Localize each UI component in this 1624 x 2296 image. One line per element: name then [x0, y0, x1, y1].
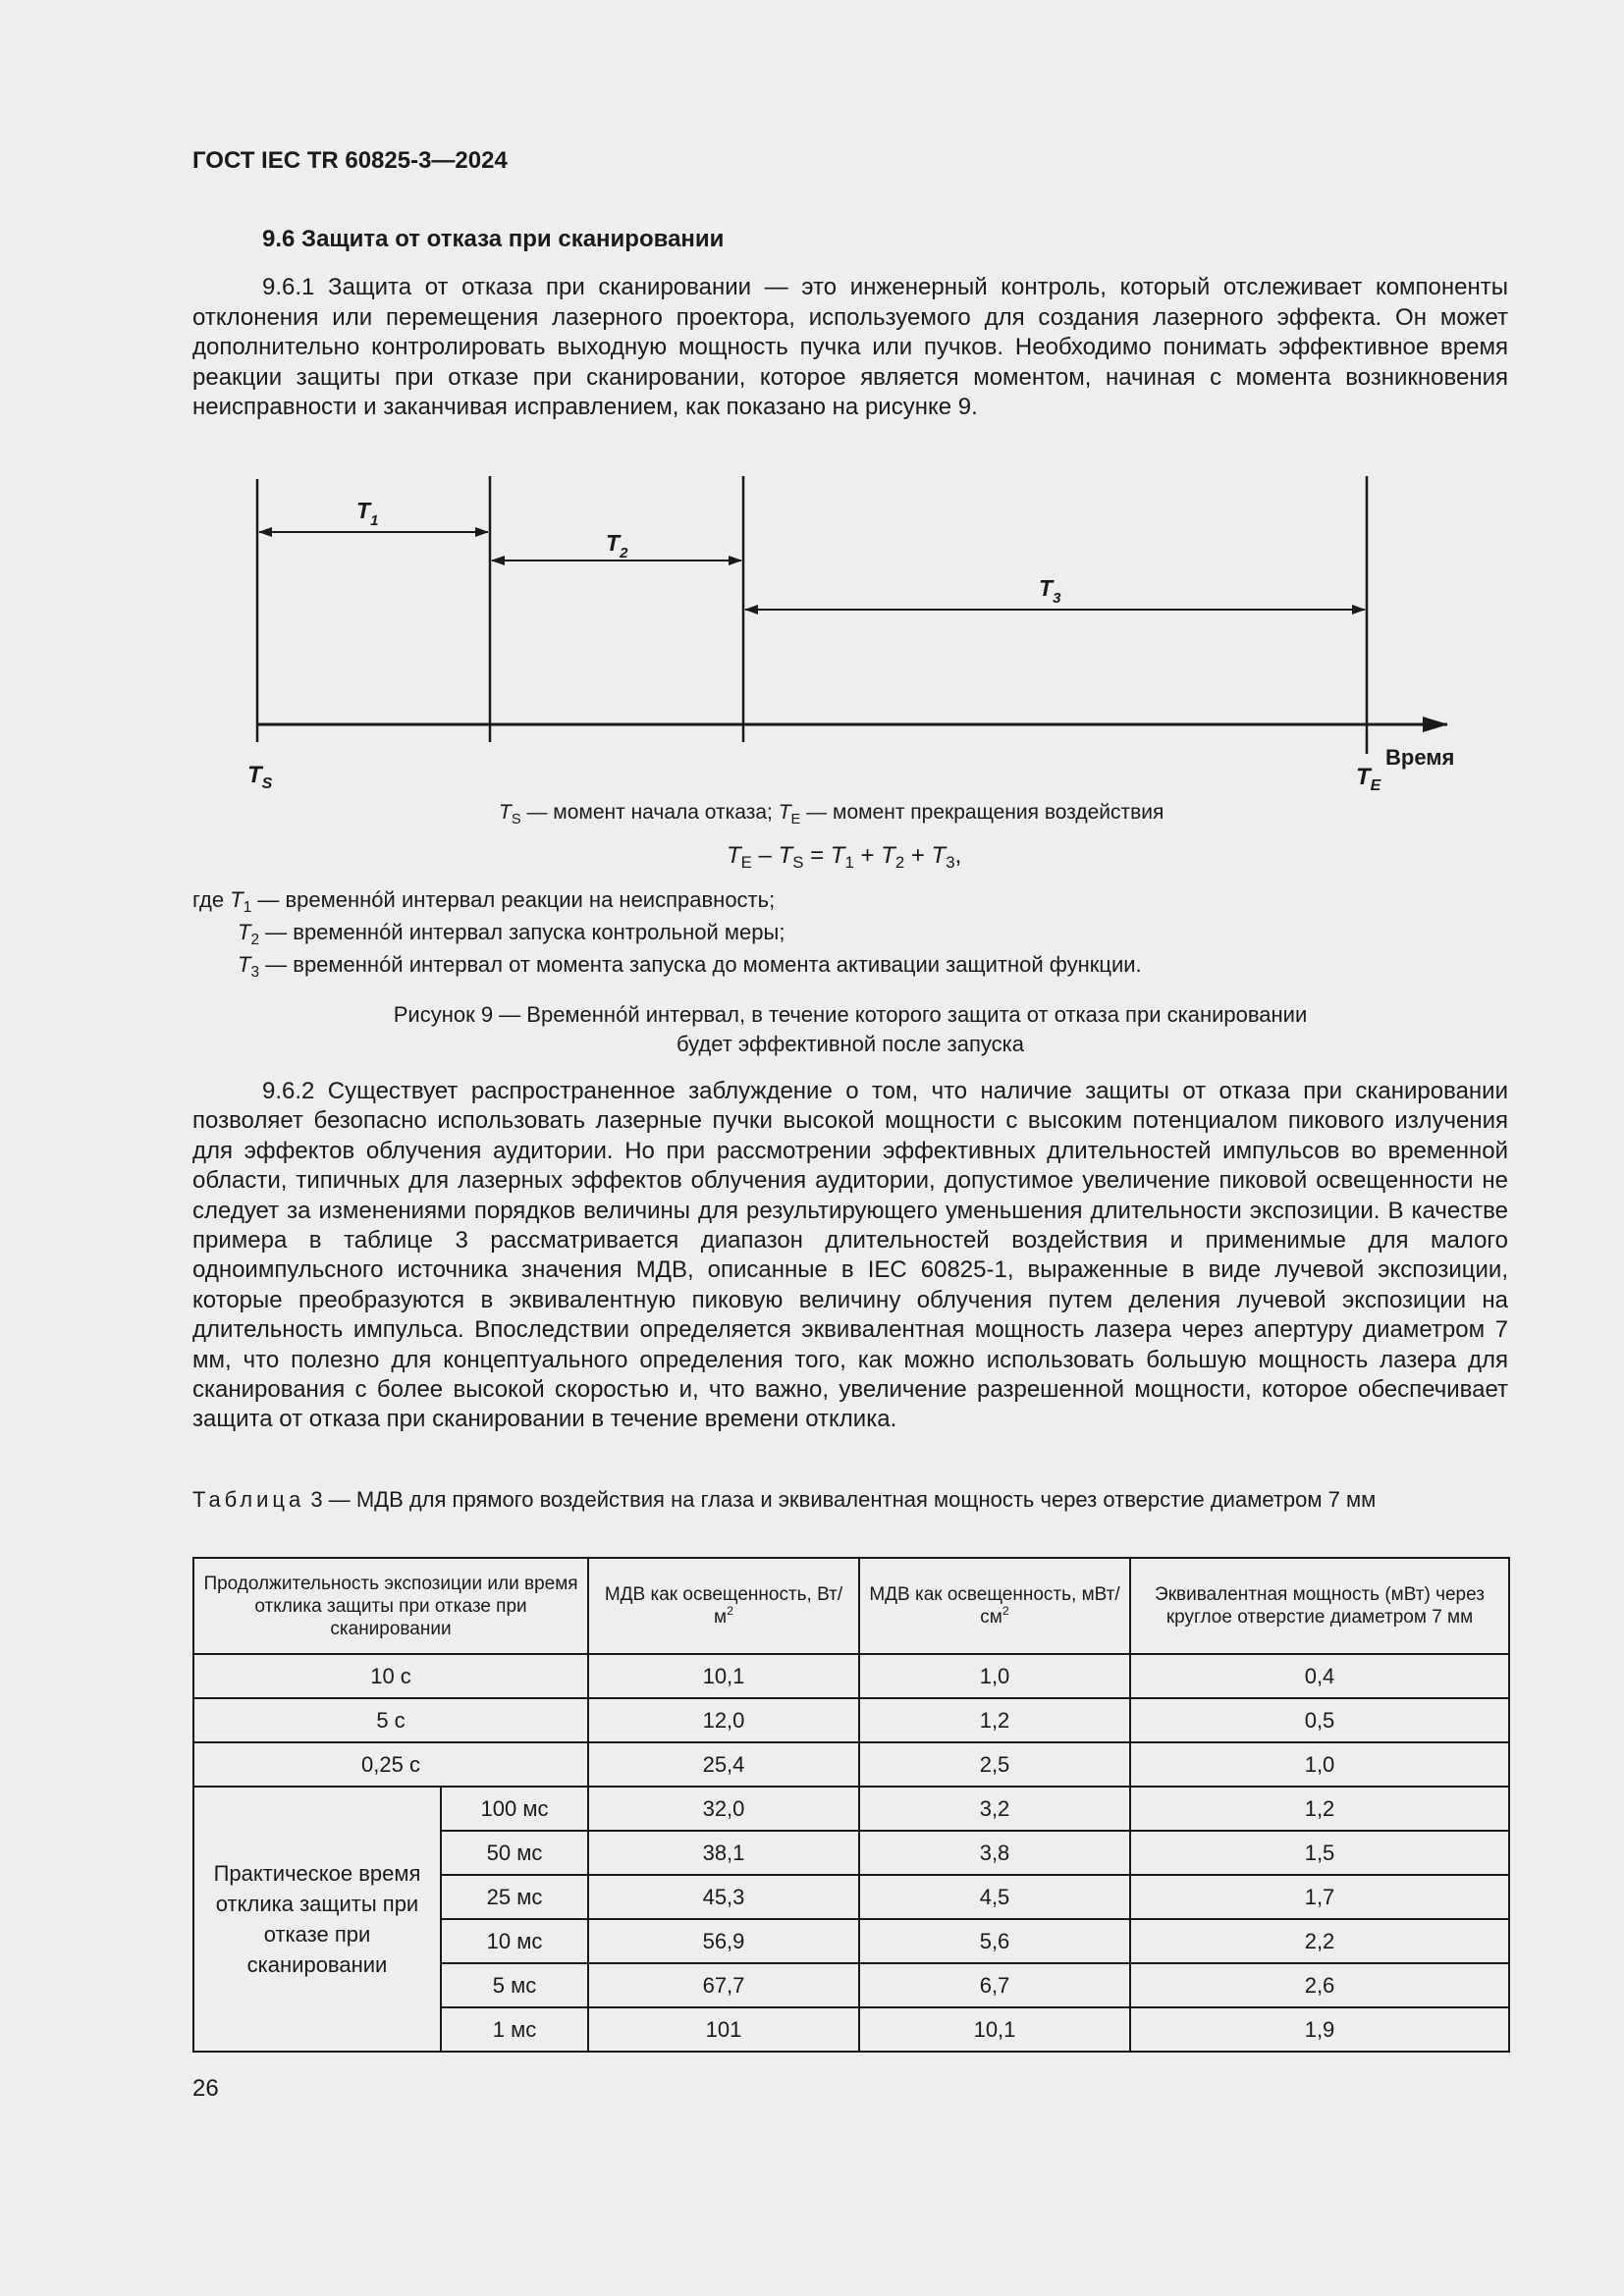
figure-caption-line1: Рисунок 9 — Временнóй интервал, в течение которого защита от отказа при сканировании [393, 1002, 1308, 1027]
cell-mdv-w: 12,0 [588, 1698, 859, 1742]
cell-power: 1,5 [1130, 1831, 1509, 1875]
formula-part: = [803, 842, 831, 869]
header-mdv-w [588, 1558, 859, 1654]
time-axis-label: Время [1385, 745, 1455, 770]
cell-mdv-mw: 2,5 [859, 1742, 1130, 1787]
where-symbol: T [238, 952, 251, 977]
table-row [193, 1787, 1509, 1831]
formula [727, 842, 961, 870]
cell-power: 0,4 [1130, 1654, 1509, 1698]
table-header-row [193, 1558, 1509, 1654]
cell-group-label: Практическое время отклика защиты при отказе при сканировании [193, 1787, 441, 2052]
te-label: $T_E$ [1356, 764, 1381, 794]
formula-part: T [778, 842, 793, 869]
header-mdv-mw-sup: 2 [1001, 1604, 1009, 1618]
figure-caption [192, 1000, 1508, 1059]
formula-part: 2 [894, 853, 905, 872]
formula-part: E [740, 853, 752, 872]
formula-part: – [751, 842, 779, 869]
formula-part: + [904, 842, 932, 869]
formula-part: T [881, 842, 895, 869]
cell-power: 0,5 [1130, 1698, 1509, 1742]
formula-part: , [954, 842, 962, 869]
timing-diagram [0, 0, 1624, 805]
cell-mdv-mw: 10,1 [859, 2007, 1130, 2052]
where-word: где [192, 887, 225, 912]
table-caption [192, 1486, 1508, 1514]
table-row [193, 1698, 1509, 1742]
formula-part: 1 [844, 853, 854, 872]
legend-ts-symbol: T [499, 801, 512, 824]
where-symbol: T [238, 920, 251, 944]
cell-power: 1,7 [1130, 1875, 1509, 1919]
page-number: 26 [192, 2075, 219, 2102]
t2-label: $T_2$ [606, 530, 628, 561]
cell-mdv-mw: 6,7 [859, 1963, 1130, 2007]
paragraph-9-6-1-text: 9.6.1 Защита от отказа при сканировании — это инженерный контроль, который отслеживает компоненты отклонения или перемещения лазерного проектора, используемого для создания лазерного эффекта. Он может дополнительно контролировать выходную мощность пучка или пучков. Необходимо понимать эффективное время реакции защиты при отказе при сканировании, которое является моментом, начиная с момента возникновения неисправности и заканчивая исправлением, как показано на рисунке 9. [192, 274, 1508, 420]
table-caption-word: Таблица [192, 1487, 305, 1512]
where-item-t1 [192, 887, 776, 916]
cell-mdv-mw: 4,5 [859, 1875, 1130, 1919]
figure-legend [499, 801, 1164, 828]
ts-label: $T_S$ [247, 762, 273, 792]
legend-ts-text: — момент начала отказа; [526, 801, 773, 824]
legend-ts-sub: S [511, 812, 521, 828]
formula-part: T [727, 842, 741, 869]
legend-te-sub: E [790, 812, 801, 828]
cell-mdv-w: 56,9 [588, 1919, 859, 1963]
cell-time: 5 с [193, 1698, 588, 1742]
cell-time: 0,25 с [193, 1742, 588, 1787]
where-text: — временнóй интервал реакции на неисправность; [257, 887, 776, 912]
cell-power: 1,2 [1130, 1787, 1509, 1831]
paragraph-9-6-2 [192, 1077, 1508, 1435]
cell-mdv-mw: 1,2 [859, 1698, 1130, 1742]
cell-mdv-w: 38,1 [588, 1831, 859, 1875]
cell-mdv-w: 10,1 [588, 1654, 859, 1698]
cell-time: 10 с [193, 1654, 588, 1698]
where-item-t3 [238, 952, 1142, 981]
cell-mdv-w: 45,3 [588, 1875, 859, 1919]
where-text: — временнóй интервал запуска контрольной меры; [265, 920, 785, 944]
cell-power: 1,9 [1130, 2007, 1509, 2052]
paragraph-9-6-2-text: 9.6.2 Существует распространенное заблуждение о том, что наличие защиты от отказа при сканировании позволяет безопасно использовать лазерные пучки высокой мощности с высоким потенциалом пикового излучения для эффектов облучения аудитории. Но при рассмотрении эффективных длительностей импульсов во временной области, типичных для лазерных эффектов облучения аудитории, допустимое увеличение пиковой освещенности не следует за изменениями порядков величины для результирующего уменьшения длительности экспозиции. В качестве примера в таблице 3 рассматривается диапазон длительностей воздействия и применимые для малого одноимпульсного источника значения МДВ, описанные в IEC 60825-1, выраженные в виде лучевой экспозиции, которые преобразуются в эквивалентную пиковую величину облучения путем деления лучевой экспозиции на длительность импульса. Впоследствии определяется эквивалентная мощность лазера через апертуру диаметром 7 мм, что полезно для концептуального определения того, как можно использовать большую мощность лазера для сканирования с более высокой скоростью и, что важно, увеличение разрешенной мощности, которое обеспечивает защита от отказа при сканировании в течение времени отклика. [192, 1078, 1508, 1433]
figure-caption-line2: будет эффективной после запуска [677, 1032, 1024, 1056]
cell-power: 2,2 [1130, 1919, 1509, 1963]
formula-part: S [792, 853, 804, 872]
cell-time: 50 мс [441, 1831, 588, 1875]
where-text: — временнóй интервал от момента запуска до момента активации защитной функции. [265, 952, 1142, 977]
cell-mdv-mw: 3,2 [859, 1787, 1130, 1831]
header-mdv-w-text: МДВ как освещенность, Вт/м [604, 1584, 843, 1628]
header-mdv-mw [859, 1558, 1130, 1654]
cell-mdv-w: 67,7 [588, 1963, 859, 2007]
legend-te-symbol: T [778, 801, 791, 824]
cell-mdv-w: 25,4 [588, 1742, 859, 1787]
header-duration: Продолжительность экспозиции или время отклика защиты при отказе при сканировании [193, 1558, 588, 1654]
where-sub: 3 [250, 964, 260, 981]
table-caption-text: 3 — МДВ для прямого воздействия на глаза и эквивалентная мощность через отверстие диаметром 7 мм [304, 1487, 1377, 1512]
header-mdv-w-sup: 2 [727, 1604, 733, 1618]
cell-power: 1,0 [1130, 1742, 1509, 1787]
where-sub: 2 [250, 932, 260, 948]
t3-label: $T_3$ [1039, 575, 1061, 607]
cell-time: 10 мс [441, 1919, 588, 1963]
cell-mdv-w: 101 [588, 2007, 859, 2052]
cell-mdv-w: 32,0 [588, 1787, 859, 1831]
legend-te-text: — момент прекращения воздействия [806, 801, 1164, 824]
where-item-t2 [238, 920, 785, 948]
formula-part: T [931, 842, 947, 869]
cell-mdv-mw: 3,8 [859, 1831, 1130, 1875]
header-power: Эквивалентная мощность (мВт) через круглое отверстие диаметром 7 мм [1130, 1558, 1509, 1654]
t1-label: $T_1$ [356, 498, 379, 529]
cell-time: 1 мс [441, 2007, 588, 2052]
cell-mdv-mw: 5,6 [859, 1919, 1130, 1963]
formula-part: + [853, 842, 882, 869]
cell-power: 2,6 [1130, 1963, 1509, 2007]
table-row [193, 1654, 1509, 1698]
cell-time: 5 мс [441, 1963, 588, 2007]
document-header: ГОСТ IEC TR 60825-3—2024 [192, 147, 508, 174]
formula-part: 3 [946, 853, 955, 872]
cell-time: 25 мс [441, 1875, 588, 1919]
formula-part: T [830, 842, 845, 869]
where-symbol: T [230, 887, 244, 912]
cell-time: 100 мс [441, 1787, 588, 1831]
table-row [193, 1742, 1509, 1787]
mdv-table [192, 1557, 1510, 2053]
where-sub: 1 [243, 899, 252, 916]
section-title: 9.6 Защита от отказа при сканировании [262, 226, 725, 252]
cell-mdv-mw: 1,0 [859, 1654, 1130, 1698]
header-mdv-mw-text: МДВ как освещенность, мВт/см [869, 1584, 1120, 1628]
